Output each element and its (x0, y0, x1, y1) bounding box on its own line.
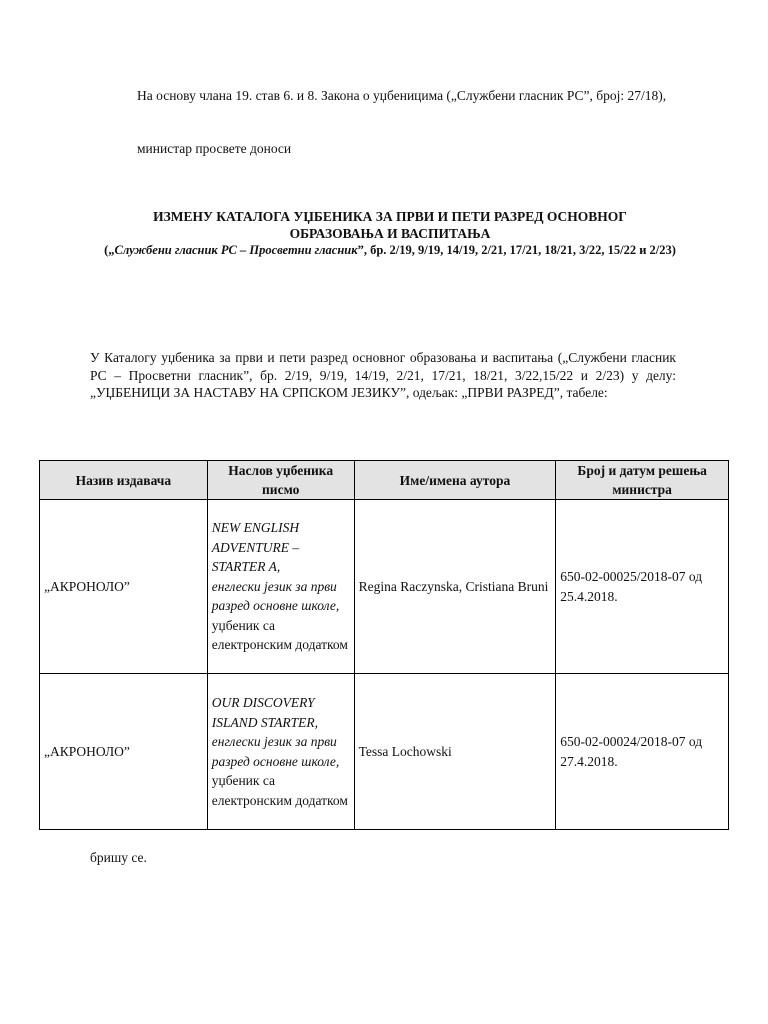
catalog-table (39, 460, 729, 830)
header-authors: Име/имена аутора (354, 461, 556, 500)
table-header-row (40, 461, 729, 500)
minister-line: министар просвете доноси (137, 141, 292, 156)
authors-cell: Tessa Lochowski (354, 674, 556, 830)
book-description: енглески језик за први разред основне школе, (211, 578, 340, 614)
catalog-paragraph: У Каталогу уџбеника за први и пети разред основног образовања и васпитања („Службени гласник РС – Просветни гласник”, бр. 2/19, 9/19, 14/19, 2/21, 17/21, 18/21, 3/22,15/22 и 2/23) у делу: „УЏБЕНИЦИ ЗА НАСТАВУ НА СРПСКОМ ЈЕЗИКУ”, одељак: „ПРВИ РАЗРЕД”, табеле: (90, 350, 676, 400)
authors-cell: Regina Raczynska, Cristiana Bruni (354, 500, 556, 674)
book-extra: уџбеник са електронским додатком (211, 617, 348, 653)
book-extra: уџбеник са електронским додатком (211, 773, 348, 808)
gazette-reference (80, 242, 700, 259)
title-line-1: ИЗМЕНУ КАТАЛОГА УЏБЕНИКА ЗА ПРВИ И ПЕТИ РАЗРЕД ОСНОВНОГ (153, 209, 627, 224)
gazette-name: Службени гласник РС – Просветни гласник (114, 243, 358, 257)
title-line-2: ОБРАЗОВАЊА И ВАСПИТАЊА (289, 226, 491, 241)
header-publisher: Назив издавача (40, 461, 208, 500)
book-description: енглески језик за први разред основне школе, (211, 734, 340, 769)
book-name: NEW ENGLISH ADVENTURE – STARTER A, (211, 520, 300, 575)
decision-cell: 650-02-00025/2018-07 од 25.4.2018. (556, 500, 729, 674)
book-title-cell (207, 500, 354, 674)
document-title (80, 208, 700, 259)
publisher-cell: „АКРОНОЛО” (40, 500, 208, 674)
table-row (40, 674, 729, 830)
intro-paragraph: На основу члана 19. став 6. и 8. Закона о уџбеницима („Службени гласник РС”, број: 27/18), (137, 88, 667, 103)
header-decision: Број и датум решења министра (556, 461, 729, 500)
header-book-title: Наслов уџбеника писмо (207, 461, 354, 500)
gazette-open: („ (104, 243, 115, 257)
book-name: OUR DISCOVERY ISLAND STARTER, (211, 695, 319, 730)
closing-line: бришу се. (90, 850, 147, 865)
book-title-cell (207, 674, 354, 830)
publisher-cell: „АКРОНОЛО” (40, 674, 208, 830)
table-row (40, 500, 729, 674)
gazette-numbers: ”, бр. 2/19, 9/19, 14/19, 2/21, 17/21, 18/21, 3/22, 15/22 и 2/23) (357, 243, 676, 257)
decision-cell: 650-02-00024/2018-07 од 27.4.2018. (556, 674, 729, 830)
